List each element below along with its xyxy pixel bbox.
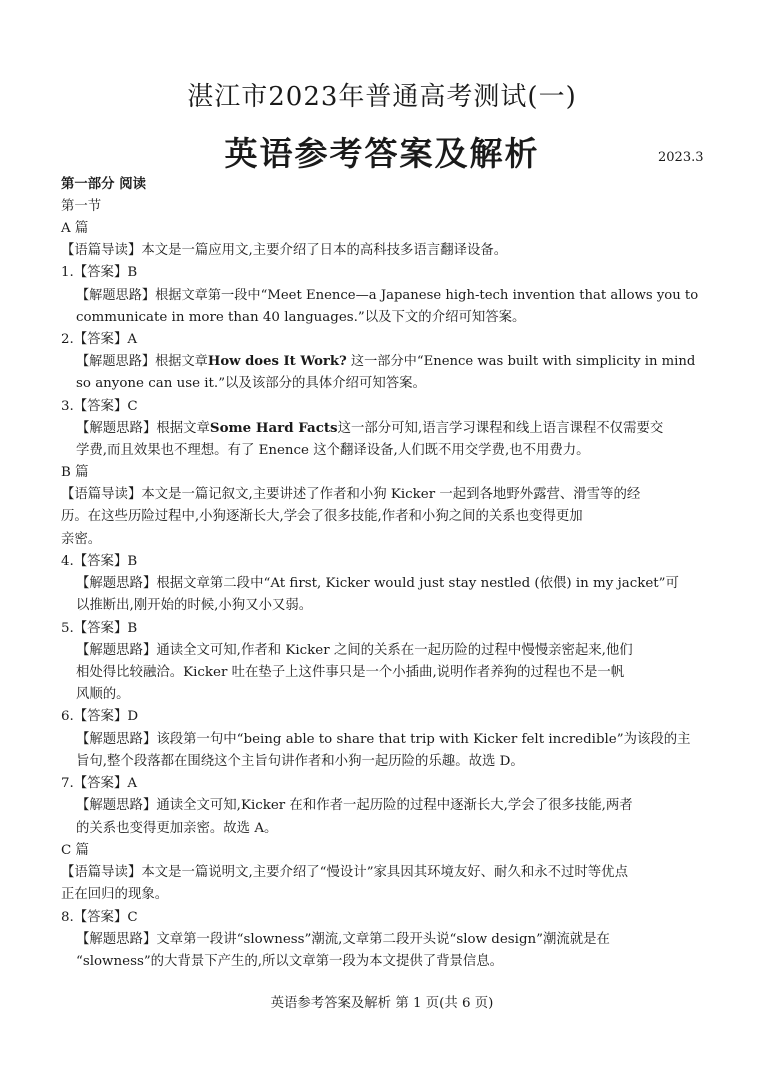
passage-b-guide: 亲密。 — [61, 532, 102, 547]
q1-explanation-line: 【解题思路】根据文章第一段中“Meet Enence—a Japanese high-tech invention that allows you to — [76, 288, 699, 303]
q3-text: 这一部分可知,语言学习课程和线上语言课程不仅需要交 — [337, 421, 664, 436]
q8-explanation-line: 【解题思路】文章第一段讲“slowness”潮流,文章第二段开头说“slow design”潮流就是在 — [76, 932, 610, 947]
q8-answer: 8.【答案】C — [61, 910, 138, 925]
q2-answer: 2.【答案】A — [61, 332, 138, 347]
q5-answer: 5.【答案】B — [61, 621, 138, 636]
section-heading: 第一节 — [61, 199, 102, 214]
q2-text: 这一部分中“Enence was built with simplicity in mind — [350, 354, 696, 369]
passage-c-guide: 正在回归的现象。 — [61, 887, 169, 902]
q3-answer: 3.【答案】C — [61, 399, 138, 414]
passage-c-guide: 【语篇导读】本文是一篇说明文,主要介绍了“慢设计”家具因其环境友好、耐久和永不过时等优点 — [61, 865, 628, 880]
q1-answer: 1.【答案】B — [61, 265, 138, 280]
q3-text: 【解题思路】根据文章 — [76, 421, 210, 436]
q3-section-name: Some Hard Facts — [209, 420, 338, 436]
q2-section-name: How does It Work? — [207, 354, 347, 369]
passage-b-guide: 历。在这些历险过程中,小狗逐渐长大,学会了很多技能,作者和小狗之间的关系也变得更加 — [61, 509, 583, 524]
q2-explanation-line — [76, 355, 695, 368]
q7-answer: 7.【答案】A — [61, 776, 138, 791]
q4-explanation-line: 【解题思路】根据文章第二段中“At first, Kicker would just stay nestled (依偎) in my jacket”可 — [76, 576, 679, 591]
q2-explanation-line: so anyone can use it.”以及该部分的具体介绍可知答案。 — [76, 376, 426, 391]
q3-explanation-line — [76, 422, 663, 435]
q4-answer: 4.【答案】B — [61, 554, 138, 569]
q5-explanation-line: 风顺的。 — [76, 687, 130, 702]
passage-b-guide: 【语篇导读】本文是一篇记叙文,主要讲述了作者和小狗 Kicker 一起到各地野外露营、滑雪等的经 — [61, 487, 641, 502]
q6-answer: 6.【答案】D — [61, 709, 139, 724]
exam-title: 湛江市2023年普通高考测试(一) — [187, 82, 577, 112]
page-footer: 英语参考答案及解析 第 1 页(共 6 页) — [270, 996, 494, 1011]
passage-c-label: C 篇 — [61, 843, 89, 858]
document-date: 2023.3 — [658, 150, 704, 165]
q5-explanation-line: 相处得比较融洽。Kicker 吐在垫子上这件事只是一个小插曲,说明作者养狗的过程也不是一帆 — [76, 665, 625, 680]
q6-explanation-line: 旨句,整个段落都在围绕这个主旨句讲作者和小狗一起历险的乐趣。故选 D。 — [76, 754, 524, 769]
q7-explanation-line: 的关系也变得更加亲密。故选 A。 — [76, 821, 278, 836]
q3-explanation-line: 学费,而且效果也不理想。有了 Enence 这个翻译设备,人们既不用交学费,也不用费力。 — [76, 443, 590, 458]
q4-explanation-line: 以推断出,刚开始的时候,小狗又小又弱。 — [76, 598, 313, 613]
part-heading: 第一部分 阅读 — [61, 176, 147, 192]
document-title: 英语参考答案及解析 — [224, 134, 540, 173]
q1-explanation-line: communicate in more than 40 languages.”以及下文的介绍可知答案。 — [76, 310, 526, 325]
passage-a-label: A 篇 — [61, 221, 89, 236]
q8-explanation-line: “slowness”的大背景下产生的,所以文章第一段为本文提供了背景信息。 — [76, 954, 504, 969]
q2-text: 【解题思路】根据文章 — [76, 354, 208, 369]
q5-explanation-line: 【解题思路】通读全文可知,作者和 Kicker 之间的关系在一起历险的过程中慢慢亲密起来,他们 — [76, 643, 633, 658]
passage-b-label: B 篇 — [61, 465, 89, 480]
passage-a-guide: 【语篇导读】本文是一篇应用文,主要介绍了日本的高科技多语言翻译设备。 — [61, 243, 508, 258]
q7-explanation-line: 【解题思路】通读全文可知,Kicker 在和作者一起历险的过程中逐渐长大,学会了很多技能,两者 — [76, 798, 633, 813]
q6-explanation-line: 【解题思路】该段第一句中“being able to share that trip with Kicker felt incredible”为该段的主 — [76, 732, 691, 747]
